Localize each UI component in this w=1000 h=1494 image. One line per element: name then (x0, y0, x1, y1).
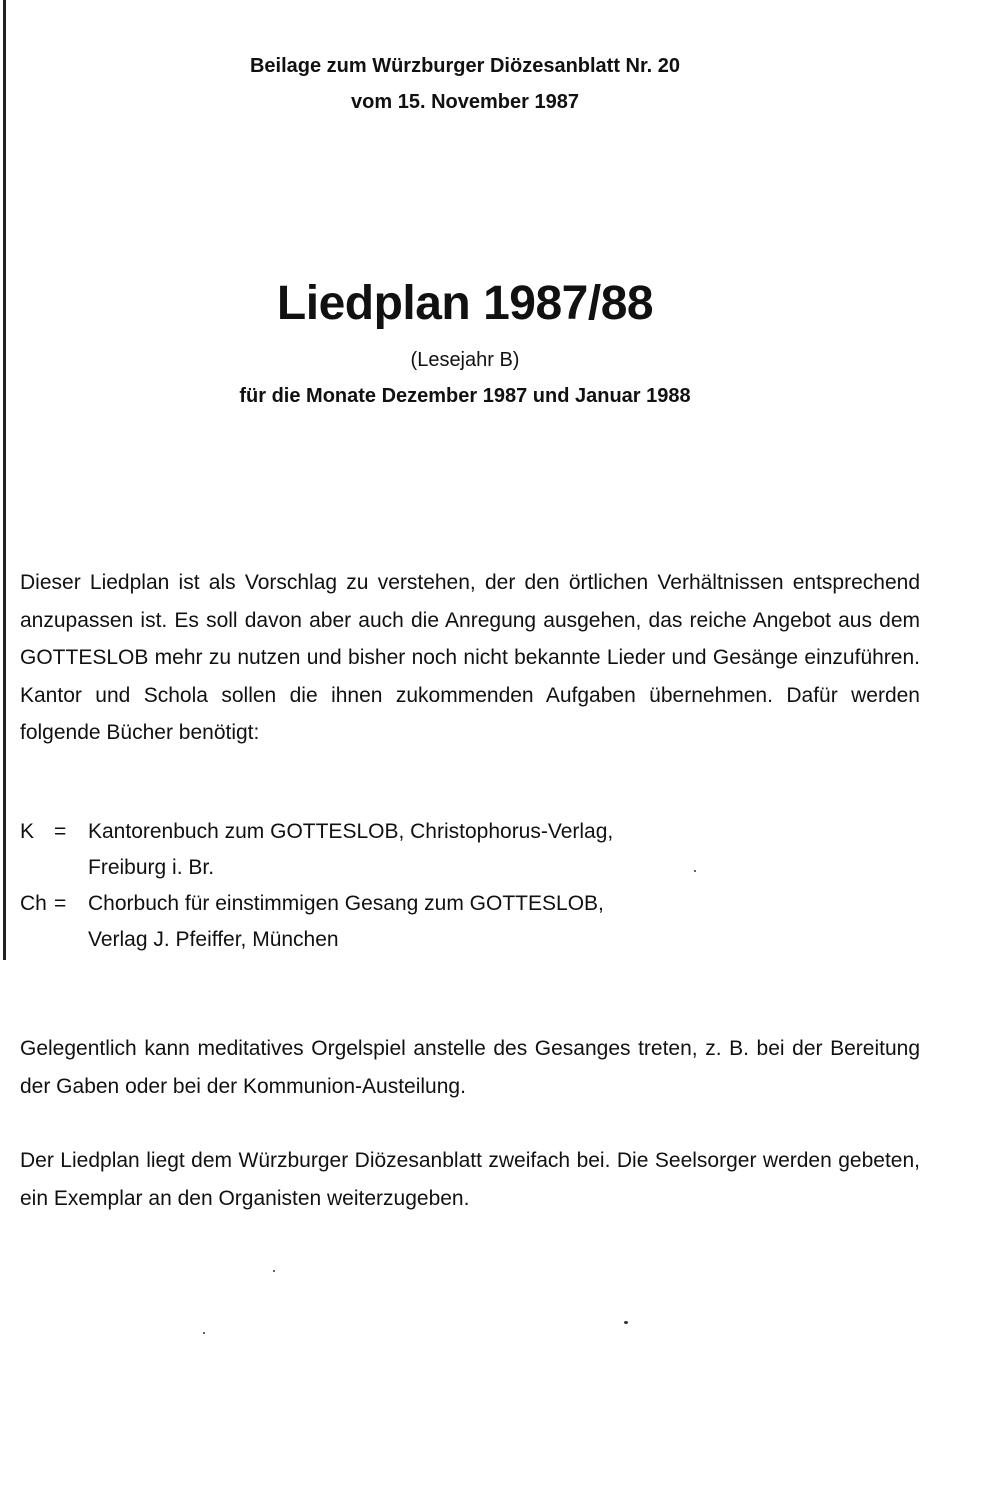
book-publisher-line: Verlag J. Pfeiffer, München (88, 928, 339, 951)
scan-speck (273, 1270, 275, 1272)
book-publisher-line: Freiburg i. Br. (88, 856, 215, 879)
book-abbreviation: K (20, 820, 35, 843)
document-header (0, 48, 930, 120)
book-list (20, 814, 920, 958)
copies-note-paragraph: Der Liedplan liegt dem Würzburger Diözesanblatt zweifach bei. Die Seelsorger werden gebeten, ein Exemplar an den Organisten weiterzugeben. (20, 1149, 920, 1210)
title-block (0, 270, 930, 414)
book-abbreviation: Ch (20, 892, 47, 915)
reading-year: (Lesejahr B) (410, 349, 520, 371)
scan-edge-line (3, 0, 6, 960)
organ-note-paragraph: Gelegentlich kann meditatives Orgelspiel anstelle des Gesanges treten, z. B. bei der Bereitung der Gaben oder bei der Kommunion-Austeilung. (20, 1037, 920, 1098)
header-date-line: vom 15. November 1987 (351, 91, 579, 113)
equals-sign: = (54, 820, 67, 843)
book-item-chorbuch (20, 886, 920, 958)
scan-speck (694, 870, 696, 872)
book-title-line: Kantorenbuch zum GOTTESLOB, Christophorus-Verlag, (88, 820, 614, 843)
header-supplement-line: Beilage zum Würzburger Diözesanblatt Nr. 20 (249, 55, 681, 77)
page-title: Liedplan 1987/88 (276, 277, 654, 330)
scan-speck (203, 1332, 205, 1334)
intro-paragraph: Dieser Liedplan ist als Vorschlag zu verstehen, der den örtlichen Verhältnissen entsprechend anzupassen ist. Es soll davon aber auch die Anregung ausgehen, das reiche Angebot aus dem GOTTESLOB mehr zu nutzen und bisher noch nicht bekannte Lieder und Gesänge einzuführen. Kantor und Schola sollen die ihnen zukommenden Aufgaben übernehmen. Dafür werden folgende Bücher benötigt: (20, 571, 920, 744)
months-line: für die Monate Dezember 1987 und Januar 1988 (239, 385, 691, 407)
book-description (88, 814, 920, 886)
scan-speck (624, 1321, 628, 1324)
book-item-kantorenbuch (20, 814, 920, 886)
equals-sign: = (54, 892, 67, 915)
book-title-line: Chorbuch für einstimmigen Gesang zum GOTTESLOB, (88, 892, 604, 915)
book-description (88, 886, 920, 958)
